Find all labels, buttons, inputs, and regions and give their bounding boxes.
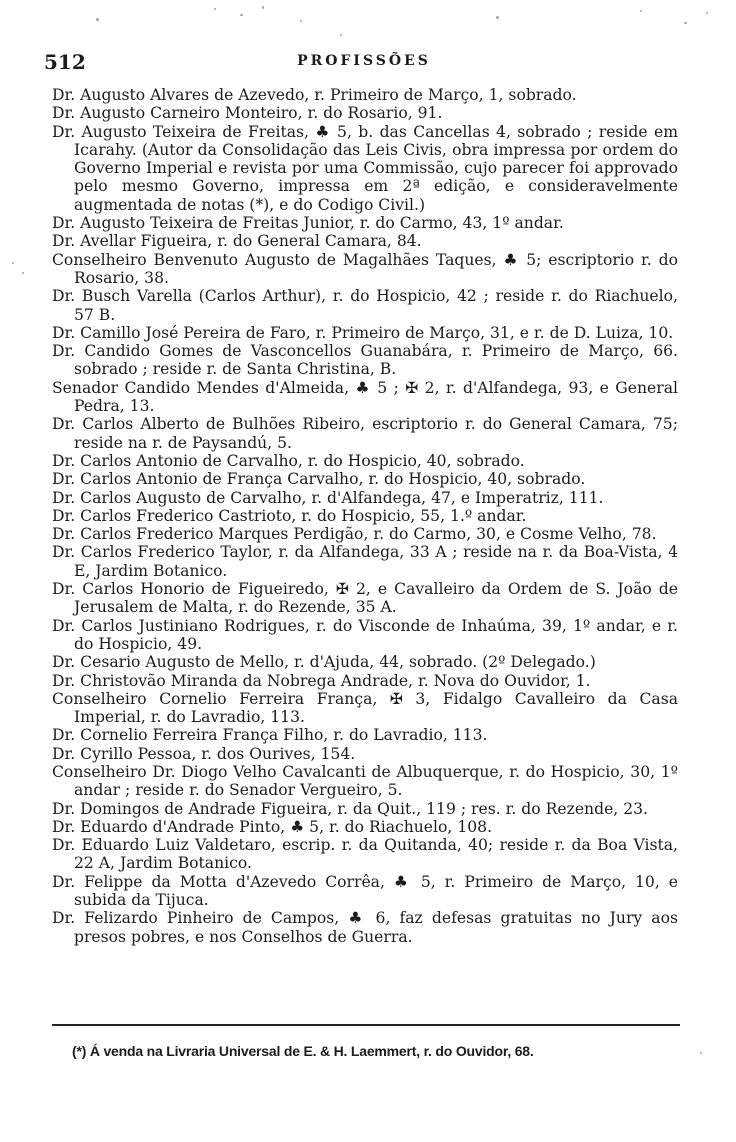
print-speck xyxy=(496,16,499,19)
print-speck xyxy=(340,34,342,36)
directory-entry: Dr. Camillo José Pereira de Faro, r. Primeiro de Março, 31, e r. de D. Luiza, 10. xyxy=(52,323,674,342)
directory-entry: Dr. Augusto Alvares de Azevedo, r. Primeiro de Março, 1, sobrado. xyxy=(52,86,577,104)
directory-entry: Dr. Eduardo Luiz Valdetaro, escrip. r. da Quitanda, 40; reside r. da Boa Vista, 22 A, Jardim Botanico. xyxy=(52,836,678,873)
print-speck xyxy=(684,22,687,24)
footnote: (*) Á venda na Livraria Universal de E. & H. Laemmert, r. do Ouvidor, 68. xyxy=(72,1043,534,1059)
print-speck xyxy=(262,6,264,9)
directory-entry: Dr. Augusto Carneiro Monteiro, r. do Rosario, 91. xyxy=(52,104,443,123)
directory-entry: Dr. Busch Varella (Carlos Arthur), r. do Hospicio, 42 ; reside r. do Riachuelo, 57 B. xyxy=(52,287,678,324)
print-speck xyxy=(700,1052,702,1054)
page-header xyxy=(44,50,684,74)
directory-entry: Dr. Cornelio Ferreira França Filho, r. do Lavradio, 113. xyxy=(52,726,488,745)
directory-entry: Conselheiro Dr. Diogo Velho Cavalcanti de Albuquerque, r. do Hospicio, 30, 1º andar ; reside r. do Senador Vergueiro, 5. xyxy=(52,762,678,800)
print-speck xyxy=(240,14,243,16)
print-speck xyxy=(214,8,216,10)
print-speck xyxy=(640,10,642,12)
print-speck xyxy=(300,20,302,22)
directory-entries xyxy=(52,86,678,946)
print-speck xyxy=(96,18,99,21)
directory-entry: Dr. Augusto Teixeira de Freitas, ♣ 5, b. das Cancellas 4, sobrado ; reside em Icarahy. (Autor da Consolidação das Leis Civis, obra impressa por ordem do Governo Imperial e revista por uma Commissão, cujo parecer foi approvado pelo mesmo Governo, impressa em 2ª edição, e consideravelmente augmentada de notas (*), e do Codigo Civil.) xyxy=(52,122,678,214)
print-speck xyxy=(22,272,24,274)
directory-entry: Dr. Carlos Justiniano Rodrigues, r. do Visconde de Inhaúma, 39, 1º andar, e r. do Hospicio, 49. xyxy=(52,616,678,653)
directory-entry: Dr. Carlos Alberto de Bulhões Ribeiro, escriptorio r. do General Camara, 75; reside na r. de Paysandú, 5. xyxy=(52,415,678,452)
directory-entry: Dr. Christovão Miranda da Nobrega Andrade, r. Nova do Ouvidor, 1. xyxy=(52,671,591,690)
directory-entry: Dr. Avellar Figueira, r. do General Camara, 84. xyxy=(52,232,422,251)
directory-entry: Dr. Cesario Augusto de Mello, r. d'Ajuda, 44, sobrado. (2º Delegado.) xyxy=(52,653,596,672)
directory-entry: Conselheiro Cornelio Ferreira França, ✠ 3, Fidalgo Cavalleiro da Casa Imperial, r. do Lavradio, 113. xyxy=(52,689,678,727)
directory-entry: Dr. Carlos Augusto de Carvalho, r. d'Alfandega, 47, e Imperatriz, 111. xyxy=(52,488,604,507)
directory-entry: Dr. Felippe da Motta d'Azevedo Corrêa, ♣ 5, r. Primeiro de Março, 10, e subida da Tijuca. xyxy=(52,872,678,910)
directory-entry: Dr. Carlos Antonio de França Carvalho, r. do Hospicio, 40, sobrado. xyxy=(52,470,586,489)
directory-entry: Dr. Eduardo d'Andrade Pinto, ♣ 5, r. do Riachuelo, 108. xyxy=(52,817,493,836)
directory-entry: Dr. Carlos Antonio de Carvalho, r. do Hospicio, 40, sobrado. xyxy=(52,451,525,470)
directory-entry: Dr. Carlos Frederico Castrioto, r. do Hospicio, 55, 1.º andar. xyxy=(52,506,527,525)
directory-entry: Dr. Cyrillo Pessoa, r. dos Ourives, 154. xyxy=(52,744,356,763)
footnote-divider xyxy=(52,1024,680,1026)
running-title: PROFISSÕES xyxy=(297,53,431,69)
directory-entry: Dr. Felizardo Pinheiro de Campos, ♣ 6, faz defesas gratuitas no Jury aos presos pobres, e nos Conselhos de Guerra. xyxy=(52,909,678,946)
directory-entry: Dr. Domingos de Andrade Figueira, r. da Quit., 119 ; res. r. do Rezende, 23. xyxy=(52,799,649,818)
directory-entry: Dr. Carlos Frederico Taylor, r. da Alfandega, 33 A ; reside na r. da Boa-Vista, 4 E, Jardim Botanico. xyxy=(52,543,678,580)
print-speck xyxy=(12,262,14,264)
directory-entry: Senador Candido Mendes d'Almeida, ♣ 5 ; ✠ 2, r. d'Alfandega, 93, e General Pedra, 13. xyxy=(52,378,678,416)
directory-entry: Dr. Carlos Honorio de Figueiredo, ✠ 2, e Cavalleiro da Ordem de S. João de Jerusalem de Malta, r. do Rezende, 35 A. xyxy=(52,580,678,617)
directory-entry: Dr. Augusto Teixeira de Freitas Junior, r. do Carmo, 43, 1º andar. xyxy=(52,214,564,233)
directory-entry: Conselheiro Benvenuto Augusto de Magalhães Taques, ♣ 5; escriptorio r. do Rosario, 38. xyxy=(52,250,678,287)
page-number: 512 xyxy=(44,50,86,74)
directory-entry: Dr. Carlos Frederico Marques Perdigão, r. do Carmo, 30, e Cosme Velho, 78. xyxy=(52,525,657,544)
directory-entry: Dr. Candido Gomes de Vasconcellos Guanabára, r. Primeiro de Março, 66. sobrado ; reside r. de Santa Christina, B. xyxy=(52,342,678,379)
print-speck xyxy=(706,12,708,14)
